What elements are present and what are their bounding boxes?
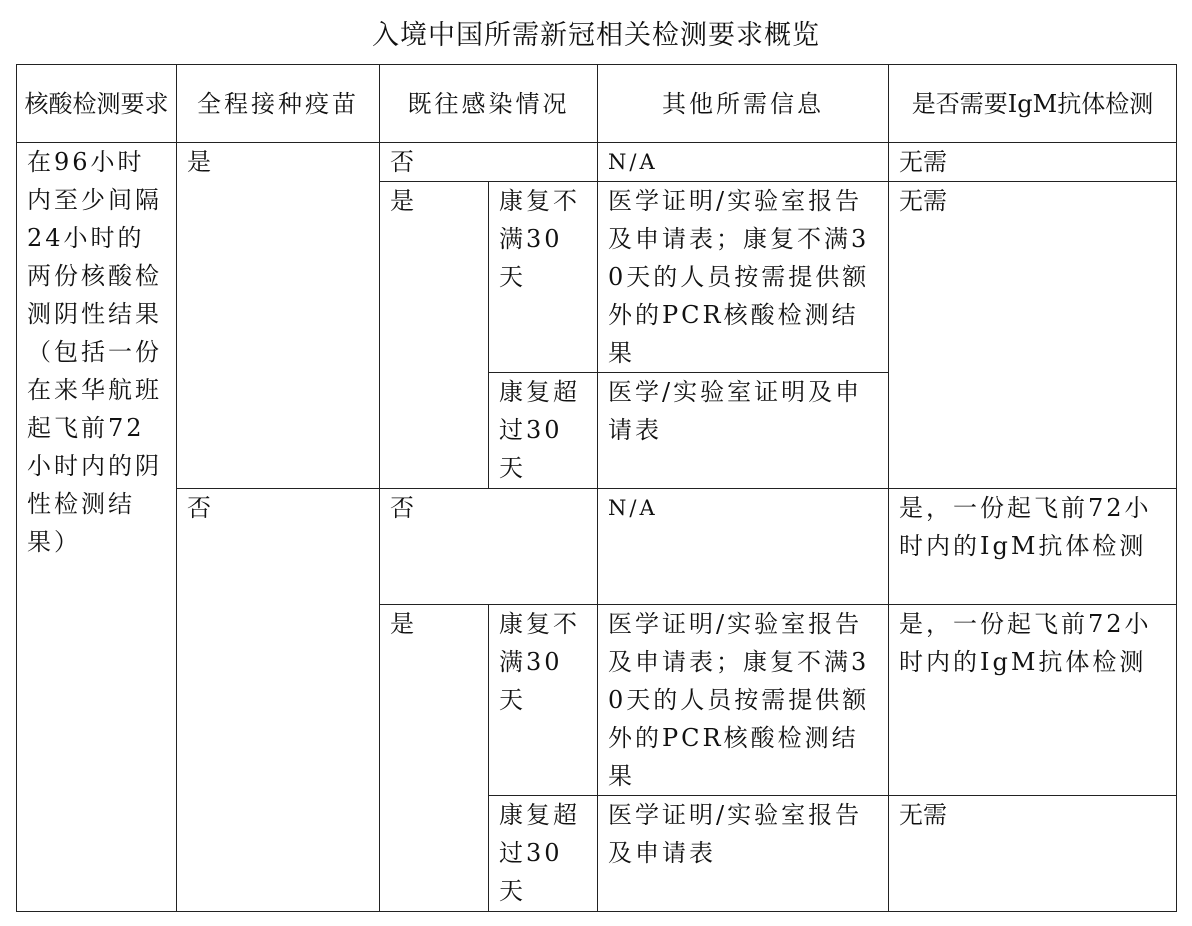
infected-cell: 否 <box>380 489 598 605</box>
other-info-cell: N/A <box>598 489 889 605</box>
igm-cell: 无需 <box>889 796 1177 912</box>
document-title: 入境中国所需新冠相关检测要求概览 <box>372 20 820 51</box>
recovery-cell: 康复超过30天 <box>489 373 598 489</box>
header-igm: 是否需要IgM抗体检测 <box>889 65 1177 143</box>
igm-cell: 无需 <box>889 182 1177 489</box>
recovery-cell: 康复不满30天 <box>489 182 598 373</box>
header-nucleic: 核酸检测要求 <box>17 65 177 143</box>
infected-cell: 否 <box>380 143 598 182</box>
table-row <box>17 489 1177 605</box>
igm-cell: 无需 <box>889 143 1177 182</box>
header-vaccinated: 全程接种疫苗 <box>177 65 380 143</box>
table-row <box>17 143 1177 182</box>
igm-cell: 是，一份起飞前72小时内的IgM抗体检测 <box>889 605 1177 796</box>
other-info-cell: 医学证明/实验室报告及申请表 <box>598 796 889 912</box>
header-other-info: 其他所需信息 <box>598 65 889 143</box>
header-prior-infection: 既往感染情况 <box>380 65 598 143</box>
other-info-cell: 医学/实验室证明及申请表 <box>598 373 889 489</box>
other-info-cell: 医学证明/实验室报告及申请表；康复不满30天的人员按需提供额外的PCR核酸检测结果 <box>598 182 889 373</box>
vaccinated-cell: 否 <box>177 489 380 912</box>
vaccinated-cell: 是 <box>177 143 380 489</box>
infected-cell: 是 <box>380 182 489 489</box>
nucleic-requirement-cell: 在96小时内至少间隔24小时的两份核酸检测阴性结果（包括一份在来华航班起飞前72小时内的阴性检测结果） <box>17 143 177 912</box>
igm-cell: 是，一份起飞前72小时内的IgM抗体检测 <box>889 489 1177 605</box>
recovery-cell: 康复超过30天 <box>489 796 598 912</box>
other-info-cell: N/A <box>598 143 889 182</box>
infected-cell: 是 <box>380 605 489 912</box>
header-row <box>17 65 1177 143</box>
requirements-table <box>16 64 1177 912</box>
other-info-cell: 医学证明/实验室报告及申请表；康复不满30天的人员按需提供额外的PCR核酸检测结果 <box>598 605 889 796</box>
recovery-cell: 康复不满30天 <box>489 605 598 796</box>
